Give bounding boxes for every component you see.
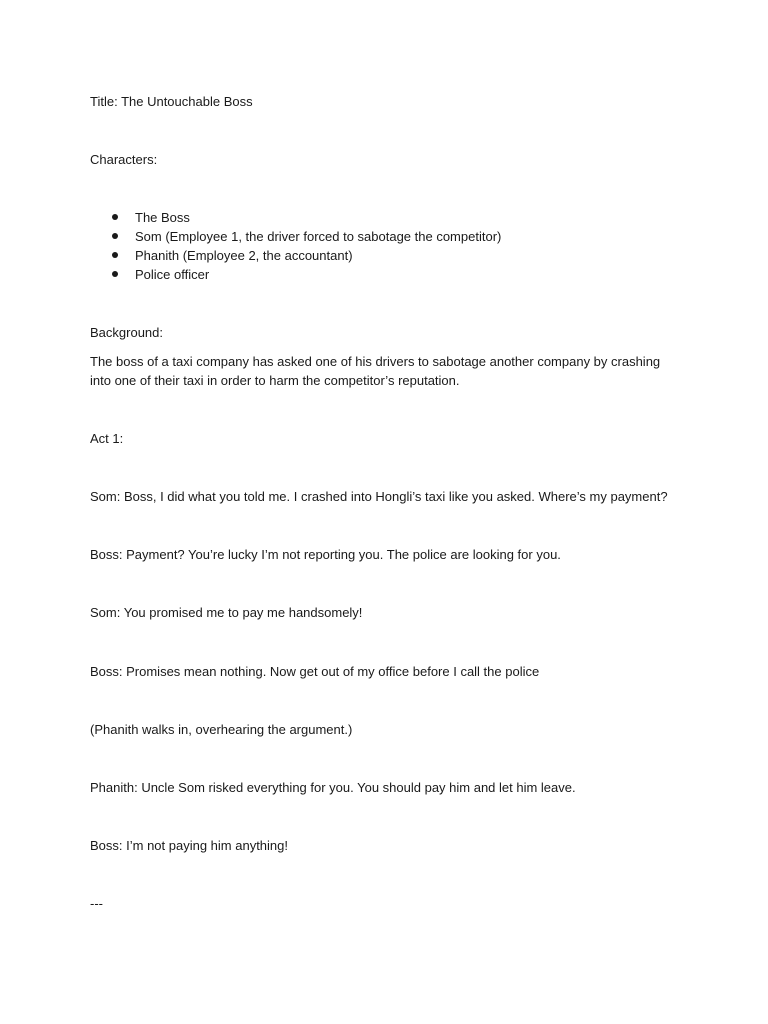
act-heading: Act 1: xyxy=(90,431,124,446)
list-item xyxy=(90,208,650,227)
characters-heading: Characters: xyxy=(90,152,158,167)
dialogue-line: Boss: Promises mean nothing. Now get out of my office before I call the police xyxy=(90,664,540,679)
dialogue-line: Phanith: Uncle Som risked everything for you. You should pay him and let him leave. xyxy=(90,780,576,795)
character-name: Police officer xyxy=(135,267,210,282)
dialogue-line: Boss: I’m not paying him anything! xyxy=(90,838,288,853)
bullet-icon xyxy=(112,233,118,239)
section-separator: --- xyxy=(90,896,103,911)
bullet-icon xyxy=(112,214,118,220)
background-paragraph: The boss of a taxi company has asked one of his drivers to sabotage another company by crashing into one of their taxi in order to harm the competitor’s reputation. xyxy=(90,354,661,388)
background-heading: Background: xyxy=(90,325,163,340)
bullet-icon xyxy=(112,252,118,258)
characters-list xyxy=(90,208,650,284)
document-title: Title: The Untouchable Boss xyxy=(90,94,253,109)
character-name: Som (Employee 1, the driver forced to sabotage the competitor) xyxy=(135,229,502,244)
stage-direction: (Phanith walks in, overhearing the argument.) xyxy=(90,722,353,737)
character-name: The Boss xyxy=(135,210,190,225)
character-name: Phanith (Employee 2, the accountant) xyxy=(135,248,353,263)
dialogue-line: Boss: Payment? You’re lucky I’m not reporting you. The police are looking for you. xyxy=(90,547,561,562)
bullet-icon xyxy=(112,271,118,277)
list-item xyxy=(90,265,650,284)
dialogue-line: Som: Boss, I did what you told me. I crashed into Hongli’s taxi like you asked. Where’s my payment? xyxy=(90,489,668,504)
dialogue-line: Som: You promised me to pay me handsomely! xyxy=(90,605,363,620)
list-item xyxy=(90,246,650,265)
list-item xyxy=(90,227,650,246)
